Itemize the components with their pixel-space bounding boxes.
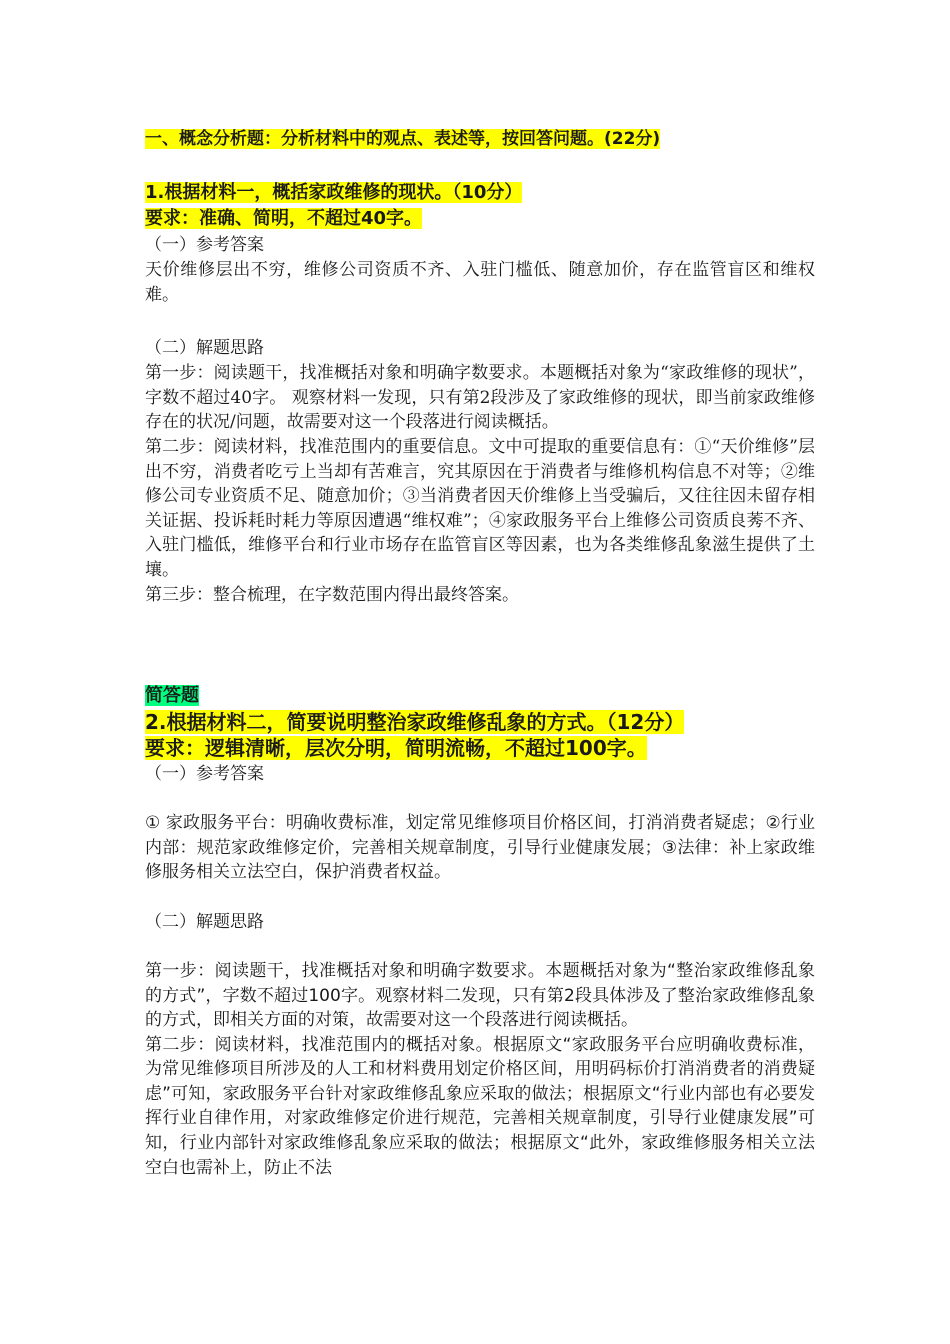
- section1-title-line: [145, 124, 815, 154]
- section2-step2: 第二步：阅读材料，找准范围内的概括对象。根据原文“家政服务平台应明确收费标准，为常见维修项目所涉及的人工和材料费用划定价格区间，用明码标价打消消费者的消费疑虑”可知，家政服务平台针对家政维修乱象应采取的做法；根据原文“行业内部也有必要发挥行业自律作用，对家政维修定价进行规范，完善相关规章制度，引导行业健康发展”可知，行业内部针对家政维修乱象应采取的做法；根据原文“此外，家政维修服务相关立法空白也需补上，防止不法: [145, 1034, 815, 1178]
- section1-title: 一、概念分析题：分析材料中的观点、表述等，按回答问题。(22分): [145, 129, 661, 149]
- section2-tag-line: [145, 683, 815, 709]
- section1-approach-heading: （二）解题思路: [145, 338, 264, 359]
- section1-step2: 第二步：阅读材料，找准范围内的重要信息。文中可提取的重要信息有：①“天价维修”层出不穷，消费者吃亏上当却有苦难言，究其原因在于消费者与维修机构信息不对等；②维修公司专业资质不足、随意加价；③当消费者因天价维修上当受骗后，又往往因未留存相关证据、投诉耗时耗力等原因遭遇“维权难”；④家政服务平台上维修公司资质良莠不齐、入驻门槛低，维修平台和行业市场存在监管盲区等因素，也为各类维修乱象滋生提供了土壤。: [145, 436, 815, 580]
- section1-question: 1.根据材料一，概括家政维修的现状。（10分）: [145, 182, 523, 203]
- section1-step1: 第一步：阅读题干，找准概括对象和明确字数要求。本题概括对象为“家政维修的现状”，字数不超过40字。 观察材料一发现，只有第2段涉及了家政维修的现状，即当前家政维修存在的状况/问题，故需要对这一个段落进行阅读概括。: [145, 363, 815, 433]
- section1-question-line: [145, 180, 815, 206]
- section2-approach-heading: （二）解题思路: [145, 911, 264, 932]
- section1-requirement-line: [145, 206, 815, 232]
- section2-answer-text: ① 家政服务平台：明确收费标准，划定常见维修项目价格区间，打消消费者疑虑；②行业内部：规范家政维修定价，完善相关规章制度，引导行业健康发展；③法律：补上家政维修服务相关立法空白，保护消费者权益。: [145, 813, 815, 883]
- section1-answer-heading: （一）参考答案: [145, 235, 264, 255]
- section2-requirement: 要求：逻辑清晰，层次分明，简明流畅，不超过100字。: [145, 736, 647, 761]
- section2-tag: 简答题: [145, 685, 199, 707]
- section2-question: 2.根据材料二，简要说明整治家政维修乱象的方式。（12分）: [145, 710, 685, 735]
- section2-question-line: [145, 709, 815, 735]
- section2-step1: 第一步：阅读题干，找准概括对象和明确字数要求。本题概括对象为“整治家政维修乱象的方式”，字数不超过100字。观察材料二发现，只有第2段具体涉及了整治家政维修乱象的方式，即相关方面的对策，故需要对这一个段落进行阅读概括。: [145, 960, 815, 1031]
- section1-requirement: 要求：准确、简明，不超过40字。: [145, 208, 423, 229]
- section1-step3: 第三步：整合梳理，在字数范围内得出最终答案。: [145, 584, 519, 605]
- section2-answer-heading: （一）参考答案: [145, 764, 264, 785]
- section2-requirement-line: [145, 735, 815, 761]
- section1-answer-text: 天价维修层出不穷，维修公司资质不齐、入驻门槛低、随意加价，存在监管盲区和维权难。: [145, 260, 815, 305]
- document-page: [145, 120, 815, 1180]
